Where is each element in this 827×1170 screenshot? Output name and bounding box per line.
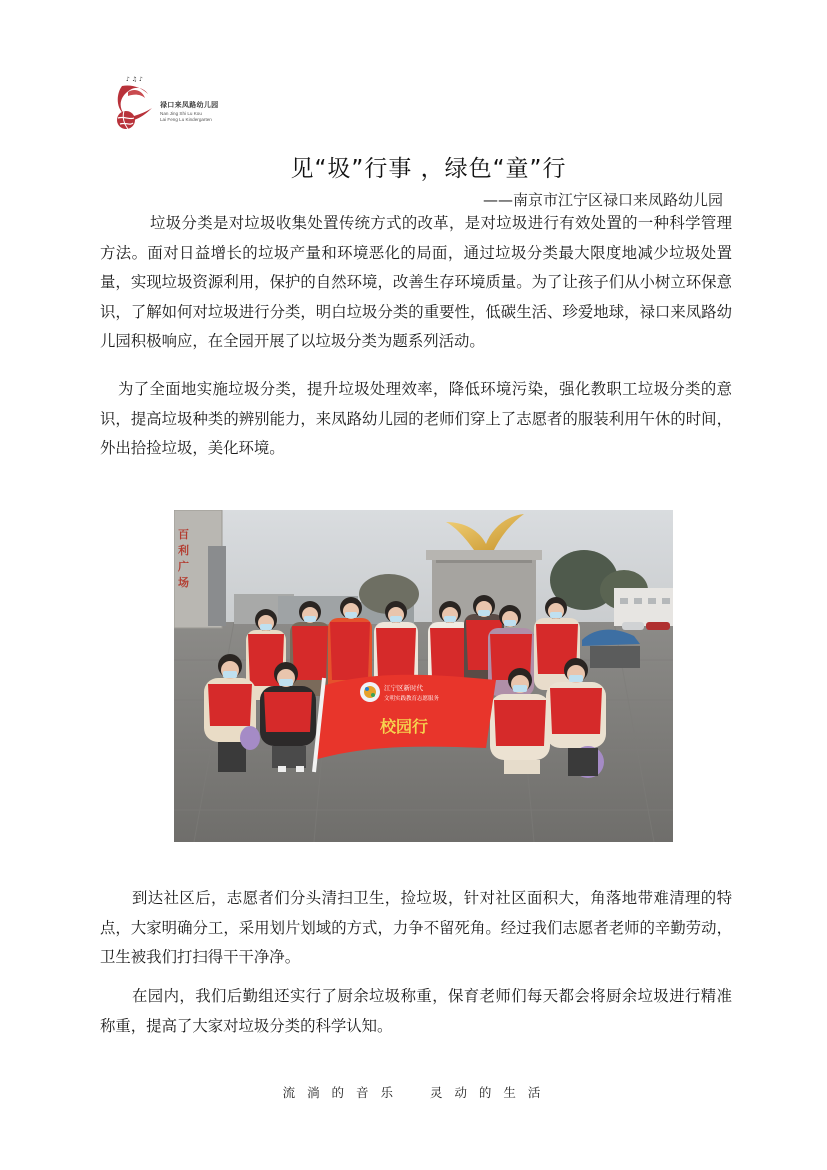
- logo-emblem-icon: [112, 72, 160, 134]
- svg-text:广: 广: [178, 560, 189, 573]
- article-subtitle: ——南京市江宁区禄口来凤路幼儿园: [482, 191, 723, 209]
- svg-text:♪ ♫ ♪: ♪ ♫ ♪: [126, 76, 143, 83]
- paragraph-1: 垃圾分类是对垃圾收集处置传统方式的改革，是对垃圾进行有效处置的一种科学管理方法。面对日益增长的垃圾产量和环境恶化的局面，通过垃圾分类最大限度地减少垃圾处置量，实现垃圾资源利用，保护的自然环境，改善生存环境质量。为了让孩子们从小树立环保意识，了解如何对垃圾进行分类，明白垃圾分类的重要性，低碳生活、珍爱地球，禄口来凤路幼儿园积极响应，在全园开展了以垃圾分类为题系列活动。: [100, 214, 732, 350]
- banner-org-text: 江宁区新时代: [384, 684, 423, 692]
- article-title: 见“圾”行事 ，绿色“童”行: [290, 156, 567, 182]
- page-footer-motto: 流 淌 的 音 乐 灵 动 的 生 活: [282, 1085, 545, 1100]
- logo-name-cn: 禄口来凤路幼儿园: [160, 101, 219, 109]
- kindergarten-logo: [112, 72, 252, 134]
- volunteer-group-photo: [174, 510, 673, 842]
- photo-scene: [174, 510, 673, 842]
- logo-name-en-2: Lai Feng Lu Kindergarten: [160, 116, 212, 122]
- paragraph-4: 在园内，我们后勤组还实行了厨余垃圾称重，保育老师们每天都会将厨余垃圾进行精准称重，提高了大家对垃圾分类的科学认知。: [100, 987, 732, 1035]
- svg-text:利: 利: [178, 544, 189, 557]
- building-sign: 百: [178, 528, 189, 541]
- banner-main-text: 校园行: [380, 717, 429, 736]
- paragraph-2: 为了全面地实施垃圾分类，提升垃圾处理效率，降低环境污染，强化教职工垃圾分类的意识，提高垃圾种类的辨别能力，来凤路幼儿园的老师们穿上了志愿者的服装利用午休的时间，外出拾捡垃圾，美化环境。: [100, 380, 732, 457]
- paragraph-3: 到达社区后，志愿者们分头清扫卫生，捡垃圾，针对社区面积大，角落地带难清理的特点，大家明确分工，采用划片划域的方式，力争不留死角。经过我们志愿者老师的辛勤劳动，卫生被我们打扫得干干净净。: [100, 889, 732, 966]
- svg-text:场: 场: [178, 576, 189, 589]
- logo-name-en-1: Nan Jing Shi Lu Kou: [160, 111, 202, 116]
- svg-text:文明实践教育志愿服务: 文明实践教育志愿服务: [384, 696, 440, 702]
